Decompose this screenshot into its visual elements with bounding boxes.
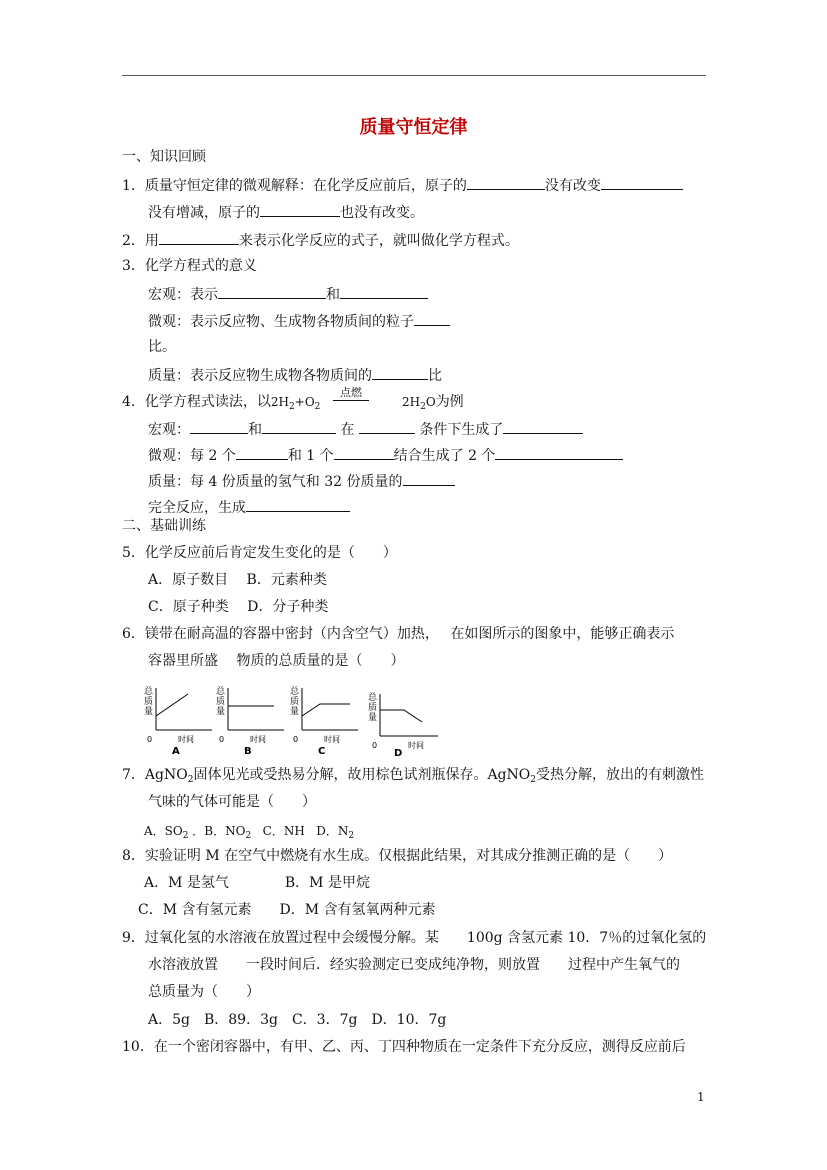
equation-product: $2H_2O$为例 — [402, 394, 464, 412]
question-2: 2．用 来表示化学反应的式子，就叫做化学方程式。 — [122, 230, 519, 250]
section-heading: 二、基础训练 — [122, 518, 206, 534]
question-6: 6．镁带在耐高温的容器中密封（内含空气）加热， 在如图所示的图象中，能够正确表示 — [122, 626, 675, 642]
y-label: 量 — [368, 713, 378, 723]
question-4-micro: 微观：每 2 个 和 1 个 结合生成了 2 个 — [148, 445, 623, 465]
header-rule — [122, 75, 706, 76]
question-3: 3．化学方程式的意义 — [122, 258, 257, 274]
x-label: 时间 — [178, 735, 194, 744]
question-9: 9．过氧化氢的水溶液在放置过程中会缓慢分解。某 100g 含氢元素 10．7％的过氧化氢的 — [122, 930, 707, 946]
blank[interactable] — [334, 445, 394, 460]
blank[interactable] — [495, 445, 623, 460]
question-3-micro: 微观：表示反应物、生成物各物质间的粒子 — [148, 311, 450, 331]
origin-label: 0 — [293, 735, 299, 744]
page-title: 质量守恒定律 — [359, 117, 468, 138]
question-1-cont: 没有增减，原子的 也没有改变。 — [148, 202, 424, 222]
y-label: 量 — [144, 707, 154, 717]
page-number: 1 — [697, 1090, 705, 1104]
y-label: 总 — [290, 687, 300, 697]
question-1: 1．质量守恒定律的微观解释：在化学反应前后，原子的 没有改变 — [122, 175, 683, 195]
question-5: 5．化学反应前后肯定发生变化的是（ ） — [122, 545, 397, 561]
chart-c — [284, 682, 362, 760]
section-heading: 一、知识回顾 — [122, 149, 206, 165]
blank[interactable] — [262, 419, 336, 434]
blank[interactable] — [359, 419, 415, 434]
blank[interactable] — [340, 284, 428, 299]
y-label: 质 — [144, 697, 154, 707]
question-3-mass: 质量：表示反应物生成物各物质间的 比 — [148, 365, 442, 385]
chart-a — [138, 682, 216, 760]
x-label: 时间 — [408, 741, 424, 750]
chart-b — [210, 682, 288, 760]
question-3-macro: 宏观：表示 和 — [148, 284, 428, 304]
question-4-product: 完全反应，生成 — [148, 497, 350, 517]
chart-label: A — [172, 746, 180, 757]
origin-label: 0 — [372, 741, 378, 750]
question-4-mass: 质量：每 4 份质量的氢气和 32 份质量的 — [148, 471, 455, 491]
chart-line — [302, 704, 350, 716]
blank[interactable] — [236, 445, 288, 460]
question-5-options: A．原子数目 B．元素种类 — [148, 572, 327, 588]
blank[interactable] — [601, 175, 683, 190]
question-10: 10．在一个密闭容器中，有甲、乙、丙、丁四种物质在一定条件下充分反应，测得反应前后 — [122, 1039, 686, 1055]
chart-d — [364, 688, 442, 766]
x-label: 时间 — [250, 735, 266, 744]
question-7-options: A．$SO_2$ ．B．$NO_2$ C．NH D．$N_2$ — [144, 824, 355, 841]
chart-label: C — [318, 746, 326, 757]
question-4-macro: 宏观： 和 在 条件下生成了 — [148, 419, 583, 439]
chart-label: D — [394, 748, 403, 759]
y-label: 总 — [144, 687, 154, 697]
blank[interactable] — [159, 230, 239, 245]
question-7: 7．AgNO$_2$固体见光或受热易分解，故用棕色试剂瓶保存。AgNO$_2$受热分解，放出的有刺激性 — [122, 767, 704, 785]
question-7-cont: 气味的气体可能是（ ） — [148, 794, 316, 810]
chart-label: B — [244, 746, 252, 757]
blank[interactable] — [414, 311, 450, 326]
blank[interactable] — [403, 471, 455, 486]
blank[interactable] — [372, 365, 428, 380]
question-6-cont: 容器里所盛 物质的总质量的是（ ） — [148, 653, 405, 669]
question-4: 4．化学方程式读法，以$2H_2+O_2$ — [122, 394, 321, 412]
blank[interactable] — [467, 175, 545, 190]
question-3-ratio: 比。 — [148, 339, 176, 355]
reaction-condition: 点燃 — [333, 386, 369, 401]
chart-line — [156, 694, 188, 716]
question-5-options: C．原子种类 D．分子种类 — [148, 599, 329, 615]
origin-label: 0 — [147, 735, 153, 744]
blank[interactable] — [503, 419, 583, 434]
x-label: 时间 — [324, 735, 340, 744]
mass-time-charts — [138, 682, 458, 762]
y-label: 质 — [216, 697, 226, 707]
equation-reactants: $2H_2+O_2$ — [270, 395, 321, 412]
question-9-cont: 水溶液放置 一段时间后．经实验测定已变成纯净物，则放置 过程中产生氧气的 — [148, 957, 680, 973]
blank[interactable] — [190, 419, 248, 434]
blank[interactable] — [246, 497, 350, 512]
question-8-options: A．M 是氢气 B．M 是甲烷 — [144, 875, 370, 891]
question-9-options: A．5g B．89．3g C．3．7g D．10．7g — [148, 1012, 447, 1028]
y-label: 总 — [368, 693, 378, 703]
chart-line — [380, 710, 422, 722]
y-label: 质 — [368, 703, 378, 713]
blank[interactable] — [260, 202, 340, 217]
question-9-cont: 总质量为（ ） — [148, 984, 260, 1000]
y-label: 量 — [216, 707, 226, 717]
origin-label: 0 — [219, 735, 225, 744]
question-8-options: C．M 含有氢元素 D．M 含有氢氧两种元素 — [138, 902, 436, 918]
blank[interactable] — [218, 284, 326, 299]
y-label: 量 — [290, 707, 300, 717]
y-label: 质 — [290, 697, 300, 707]
y-label: 总 — [216, 687, 226, 697]
question-8: 8．实验证明 M 在空气中燃烧有水生成。仅根据此结果，对其成分推测正确的是（ ） — [122, 848, 673, 864]
